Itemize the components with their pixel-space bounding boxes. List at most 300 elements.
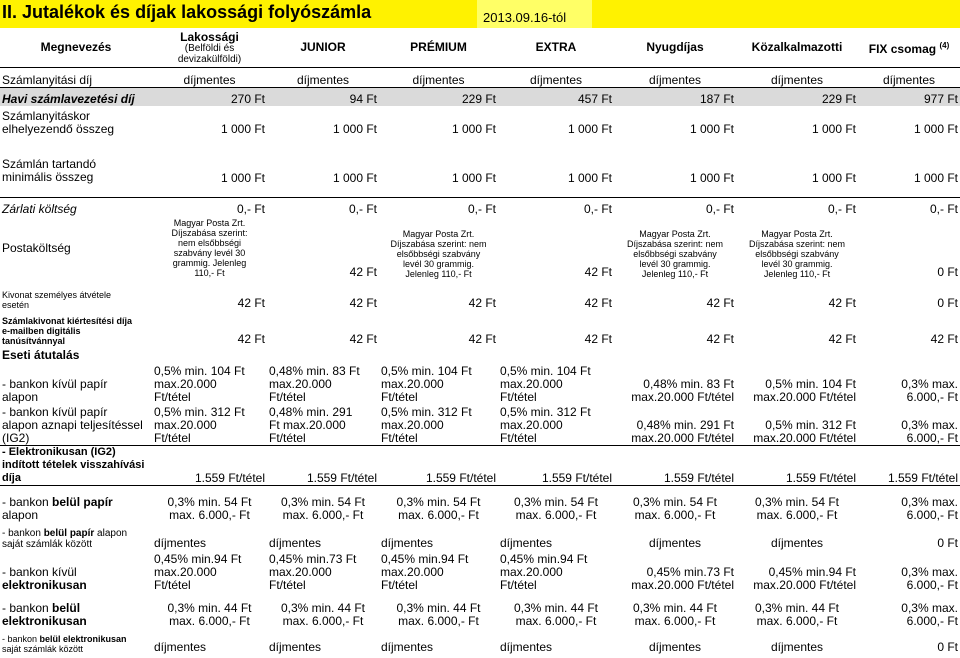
cell-line: max. 6.000,- Ft [282,613,364,628]
cell-line: Ft/tétel [154,577,191,592]
cell-line: 0,5% min. 312 Ft [154,405,245,419]
cell-line: max.20.000 [154,418,217,432]
cell-line: max.20.000 [500,418,563,432]
cell [152,404,267,446]
cell-line: 0,48% min. 83 Ft [643,376,734,391]
posta-line: elsőbbségi szabvány [396,248,481,259]
cell: 1 000 Ft [451,170,496,185]
cell: díjmentes [381,535,434,550]
cell: 0,- Ft [267,198,379,216]
row-minimalis [0,156,960,198]
row-nyitasi [0,68,960,88]
row-label: Havi számlavezetési díj [0,88,152,106]
cell: 1.559 Ft/tétel [498,446,614,486]
cell: 0,- Ft [498,198,614,216]
row-label-line: elektronikusan [2,577,87,592]
cell: díjmentes [381,639,434,654]
row-label [0,486,152,522]
cell: 1 000 Ft [689,121,734,136]
cell [152,550,267,592]
cell-line: max.20.000 [381,564,444,579]
cell-line: max.20.000 [500,564,563,579]
cell-line: 0,3% min. 54 Ft [632,494,718,509]
row-label-line: - bankon kívül papír [2,376,108,391]
row-label [0,446,152,486]
row-label-line: alapon aznapi teljesítéssel [2,418,143,432]
cell-line: Ft/tétel [500,577,537,592]
cell: díjmentes [648,639,702,654]
cell-line: max. 6.000,- Ft [515,613,597,628]
cell: 1.559 Ft/tétel [152,446,267,486]
posta-line: Jelenleg 110,- Ft [763,268,831,279]
cell-line: 0,45% min.73 Ft [646,564,734,579]
row-label-line: Kivonat személyes átvétele [2,289,112,300]
row-label [0,282,152,310]
posta-line: Magyar Posta Zrt. [173,217,246,228]
cell: 42 Ft [468,295,496,310]
cell-line: Ft/tétel [381,577,418,592]
cell-line: max. 6.000,- Ft [398,507,479,522]
document-title: II. Jutalékok és díjak lakossági folyószámla [2,2,372,22]
cell-line: max. 6.000,- Ft [169,507,250,522]
row-visszahivas [0,446,960,486]
row-label-line [2,634,150,644]
cell-line: max.20.000 Ft/tétel [631,577,734,592]
cell-line: max.20.000 Ft/tétel [753,431,856,445]
cell-line: max. 6.000,- Ft [634,507,716,522]
cell [736,486,858,522]
header-fix [858,28,960,68]
cell: díjmentes [858,68,960,88]
cell: díjmentes [152,68,267,88]
cell: 42 Ft [349,295,377,310]
cell: díjmentes [770,639,824,654]
cell: 1.559 Ft/tétel [858,446,960,486]
cell [498,592,614,628]
cell-line: 0,3% min. 54 Ft [754,494,840,509]
cell-line: max.20.000 Ft/tétel [631,431,734,445]
cell: 42 Ft [706,331,734,346]
cell [267,362,379,404]
cell [498,486,614,522]
cell-line: 0,45% min.94 Ft [381,551,469,566]
cell: 1.559 Ft/tétel [267,446,379,486]
cell-line: max. 6.000,- Ft [169,613,250,628]
posta-line: Jelenleg 110,- Ft [641,268,709,279]
cell: díjmentes [154,535,207,550]
row-label-line: (IG2) [2,431,30,445]
cell: 1 000 Ft [332,170,377,185]
cell: díjmentes [614,68,736,88]
cell-line: max.20.000 [154,376,217,391]
label-part: - bankon [2,600,53,615]
row-label: Számlanyitási díj [0,68,152,88]
row-eseti [0,346,960,362]
cell: díjmentes [736,68,858,88]
cell-line: 0,45% min.94 Ft [500,551,588,566]
row-email [0,310,960,346]
header-fix-sup: (4) [939,41,950,50]
cell: díjmentes [500,639,553,654]
posta-line: levél 30 grammig. [639,258,711,269]
posta-line: Jelenleg 110,- Ft [405,268,472,279]
date-badge [477,0,592,28]
header-col: Közalkalmazotti [751,40,843,54]
cell-line: 0,3% max. [901,418,958,432]
row-label-line: esetén [2,299,30,310]
cell [858,486,960,522]
posta-line: elsőbbségi szabvány [755,248,839,259]
cell-line: max.20.000 [500,376,563,391]
cell [379,486,498,522]
cell-line: Ft/tétel [381,431,418,445]
cell [858,592,960,628]
row-belul-papir-sajat [0,522,960,550]
cell-line: 0,3% max. [901,564,958,579]
cell-line: max. 6.000,- Ft [398,613,479,628]
header-col: EXTRA [535,40,577,54]
cell: 42 Ft [349,331,377,346]
cell-line: max. 6.000,- Ft [634,613,716,628]
cell-line: max. 6.000,- Ft [756,613,838,628]
cell-line: 0,5% min. 104 Ft [154,363,245,378]
row-kivul-elektronikus [0,550,960,592]
cell-line: max. 6.000,- Ft [282,507,364,522]
cell: 1.559 Ft/tétel [614,446,736,486]
cell: 1 000 Ft [567,121,612,136]
row-belul-papir [0,486,960,522]
header-lakossagi [152,28,267,68]
row-label-line: - bankon kívül [2,564,77,579]
cell: 0,- Ft [379,198,498,216]
row-label-line: tanúsítvánnyal [2,335,66,346]
cell-line: 0,3% min. 44 Ft [167,600,252,615]
cell-line: 6.000,- Ft [906,577,958,592]
label-part: belül papír [43,527,95,539]
row-label-line: saját számlák között [2,538,93,550]
cell: 1 000 Ft [451,121,496,136]
row-belul-elektronikus [0,592,960,628]
cell: 187 Ft [614,88,736,106]
row-label-line: e-mailben digitális [2,325,81,336]
posta-line: nem elsőbbségi [177,237,242,248]
posta-line: Díjszabása szerint: [171,227,248,238]
cell-line: Ft/tétel [269,577,306,592]
cell: 42 Ft [584,264,612,279]
cell [498,362,614,404]
cell-line: 0,3% min. 44 Ft [513,600,599,615]
date-text: 2013.09.16-tól [483,10,567,25]
cell-line: max. 6.000,- Ft [756,507,838,522]
posta-kozalk [736,216,858,282]
cell: 0 Ft [937,264,958,279]
posta-line: szabvány levél 30 [173,247,246,258]
cell [152,486,267,522]
cell: 0 Ft [937,295,958,310]
row-label: Postaköltség [2,241,71,255]
cell-line: 0,3% min. 54 Ft [396,494,481,509]
cell [152,592,267,628]
cell-line: 0,5% min. 312 Ft [381,405,472,419]
cell: 1 000 Ft [811,121,856,136]
label-part: - bankon [2,633,40,644]
posta-nyugdijas [614,216,736,282]
cell: díjmentes [500,535,553,550]
cell [736,592,858,628]
cell: díjmentes [498,68,614,88]
cell: 42 Ft [828,295,856,310]
row-kivonat [0,282,960,310]
cell: 42 Ft [828,331,856,346]
row-label [0,550,152,592]
row-zarlati [0,198,960,216]
row-label-line: alapon [2,507,39,522]
cell-line: 0,5% min. 312 Ft [765,418,856,432]
row-label-line [2,528,150,539]
cell: 229 Ft [379,88,498,106]
cell: 1 000 Ft [811,170,856,185]
section-label: Eseti átutalás [2,347,80,362]
cell-line: Ft/tétel [154,431,191,445]
cell [498,404,614,446]
cell [736,362,858,404]
cell: 0 Ft [937,535,958,550]
cell: díjmentes [379,68,498,88]
cell-line: Ft/tétel [269,431,306,445]
header-fix-label: FIX csomag [868,42,937,56]
cell-line: 6.000,- Ft [906,389,958,404]
cell-line: max.20.000 Ft/tétel [753,389,856,404]
header-row [0,28,960,68]
cell [379,404,498,446]
cell: 42 Ft [349,264,377,279]
posta-line: Magyar Posta Zrt. [639,228,711,239]
cell-line: Ft/tétel [500,431,537,445]
cell: 977 Ft [858,88,960,106]
row-elhelyezendo [0,106,960,156]
row-label-line: Számlanyitáskor [2,108,91,123]
header-name: Megnevezés [40,40,112,54]
cell [267,404,379,446]
posta-premium [379,216,498,282]
label-part: belül [52,600,81,615]
cell [267,592,379,628]
row-kivul-papir [0,362,960,404]
cell-line: Ft max.20.000 [269,418,346,432]
cell-line: 0,3% min. 54 Ft [280,494,366,509]
cell-line: Ft/tétel [500,389,537,404]
posta-line: 110,- Ft [194,267,225,278]
cell-line: Ft/tétel [269,389,306,404]
row-label-line [2,602,150,615]
cell: 42 Ft [468,331,496,346]
cell-line: 6.000,- Ft [906,431,958,445]
row-label [0,522,152,550]
cell: 42 Ft [584,295,612,310]
cell: 1 000 Ft [913,170,958,185]
label-part: - bankon [2,494,53,509]
label-part: alapon [94,527,128,539]
posta-line: levél 30 grammig. [402,258,475,269]
cell [858,550,960,592]
cell [614,362,736,404]
posta-line: Díjszabása szerint: nem [626,238,724,249]
posta-line: grammig. Jelenleg [172,257,247,268]
row-label-line: díja [2,472,21,484]
cell-line: 0,3% min. 54 Ft [167,494,252,509]
cell: 1 000 Ft [567,170,612,185]
cell: díjmentes [154,639,207,654]
cell-line: max.20.000 Ft/tétel [631,389,734,404]
label-part: - bankon [2,527,44,539]
cell [736,550,858,592]
cell-line: 0,48% min. 291 [269,405,353,419]
cell-line: max.20.000 [269,564,332,579]
cell-line: 0,3% min. 44 Ft [754,600,840,615]
cell [498,550,614,592]
cell-line: 6.000,- Ft [906,507,958,522]
cell [614,550,736,592]
row-label-line: indított tételek visszahívási [2,459,145,471]
row-label-line: elhelyezendő összeg [2,121,115,136]
row-label-line: alapon [2,389,39,404]
cell-line: 6.000,- Ft [906,613,958,628]
cell-line: 0,3% max. [901,494,958,509]
row-label: Zárlati költség [0,198,152,216]
cell-line: Ft/tétel [154,389,191,404]
cell: díjmentes [269,535,322,550]
posta-line: Díjszabása szerint: nem [390,238,487,249]
cell: 0 Ft [937,639,958,654]
header-lakossagi-sub1: (Belföldi és [184,42,235,54]
cell [379,550,498,592]
cell: 42 Ft [237,295,265,310]
cell [379,592,498,628]
cell-line: max.20.000 [154,564,217,579]
cell [152,362,267,404]
row-label [0,592,152,628]
row-label-line: - bankon kívül papír [2,405,108,419]
cell: 1 000 Ft [332,121,377,136]
row-label [0,628,152,654]
posta-line: elsőbbségi szabvány [633,248,717,259]
posta-line: Díjszabása szerint: nem [748,238,846,249]
cell-line: 0,3% min. 44 Ft [632,600,718,615]
cell: 1 000 Ft [689,170,734,185]
cell: 42 Ft [706,295,734,310]
cell-line: Ft/tétel [381,389,418,404]
cell-line: 0,3% min. 44 Ft [280,600,366,615]
cell: 42 Ft [930,331,958,346]
cell: 1.559 Ft/tétel [736,446,858,486]
header-lakossagi-label: Lakossági [180,29,239,44]
title-bar [0,0,960,28]
cell: 42 Ft [584,331,612,346]
row-label-line: Számlakivonat kiértesítési díja [2,315,133,326]
cell: díjmentes [648,535,702,550]
cell [858,404,960,446]
row-belul-elektronikus-sajat [0,628,960,654]
row-label-line: saját számlák között [2,643,84,654]
cell: 1 000 Ft [913,121,958,136]
header-col: PRÉMIUM [410,40,467,54]
cell-line: 0,3% min. 54 Ft [513,494,599,509]
row-label [0,310,152,346]
label-part: belül elektronikusan [39,633,127,644]
cell [858,362,960,404]
cell-line: 0,45% min.94 Ft [154,551,242,566]
posta-line: levél 30 grammig. [761,258,833,269]
row-label [0,362,152,404]
row-label [0,106,152,156]
cell: díjmentes [770,535,824,550]
header-lakossagi-sub2: devizakülföldi) [177,53,242,65]
cell: 270 Ft [152,88,267,106]
label-part: belül papír [52,494,113,509]
cell-line: 0,3% min. 44 Ft [396,600,481,615]
fee-table [0,28,960,654]
cell: 1 000 Ft [220,170,265,185]
row-label-line: elektronikusan [2,613,87,628]
cell-line: 0,48% min. 291 Ft [636,418,734,432]
cell: 94 Ft [267,88,379,106]
row-label-line: - Elektronikusan (IG2) [2,446,116,458]
posta-line: Magyar Posta Zrt. [402,228,475,239]
cell [614,404,736,446]
cell: 1 000 Ft [220,121,265,136]
cell-line: max.20.000 [381,376,444,391]
cell-line: 0,45% min.94 Ft [768,564,856,579]
cell: 229 Ft [736,88,858,106]
cell: 0,- Ft [736,198,858,216]
cell: 1.559 Ft/tétel [379,446,498,486]
cell: 457 Ft [498,88,614,106]
cell: 0,- Ft [858,198,960,216]
cell: díjmentes [267,68,379,88]
cell [379,362,498,404]
cell-line: 0,5% min. 104 Ft [381,363,472,378]
header-col: JUNIOR [300,40,346,54]
row-label-line: minimális összeg [2,169,94,184]
cell-line: max. 6.000,- Ft [515,507,597,522]
cell-line: 0,3% max. [901,376,958,391]
cell-line: max.20.000 [381,418,444,432]
cell-line: 0,5% min. 312 Ft [500,405,591,419]
cell: 0,- Ft [152,198,267,216]
cell: 0,- Ft [614,198,736,216]
posta-lakossagi [152,216,267,282]
row-label-line: Számlán tartandó [2,156,97,171]
cell-line: 0,5% min. 104 Ft [765,376,856,391]
cell [267,486,379,522]
header-col: Nyugdíjas [646,40,704,54]
cell [614,486,736,522]
cell-line: 0,48% min. 83 Ft [269,363,360,378]
cell [267,550,379,592]
cell [614,592,736,628]
cell: díjmentes [269,639,322,654]
cell-line: 0,5% min. 104 Ft [500,363,591,378]
cell [736,404,858,446]
posta-line: Magyar Posta Zrt. [761,228,833,239]
cell-line: 0,45% min.73 Ft [269,551,357,566]
row-kivul-papir-ig2 [0,404,960,446]
row-label-line [2,496,150,509]
cell-line: 0,3% max. [901,600,958,615]
cell-line: max.20.000 [269,376,332,391]
row-label [0,404,152,446]
row-label [0,156,152,198]
